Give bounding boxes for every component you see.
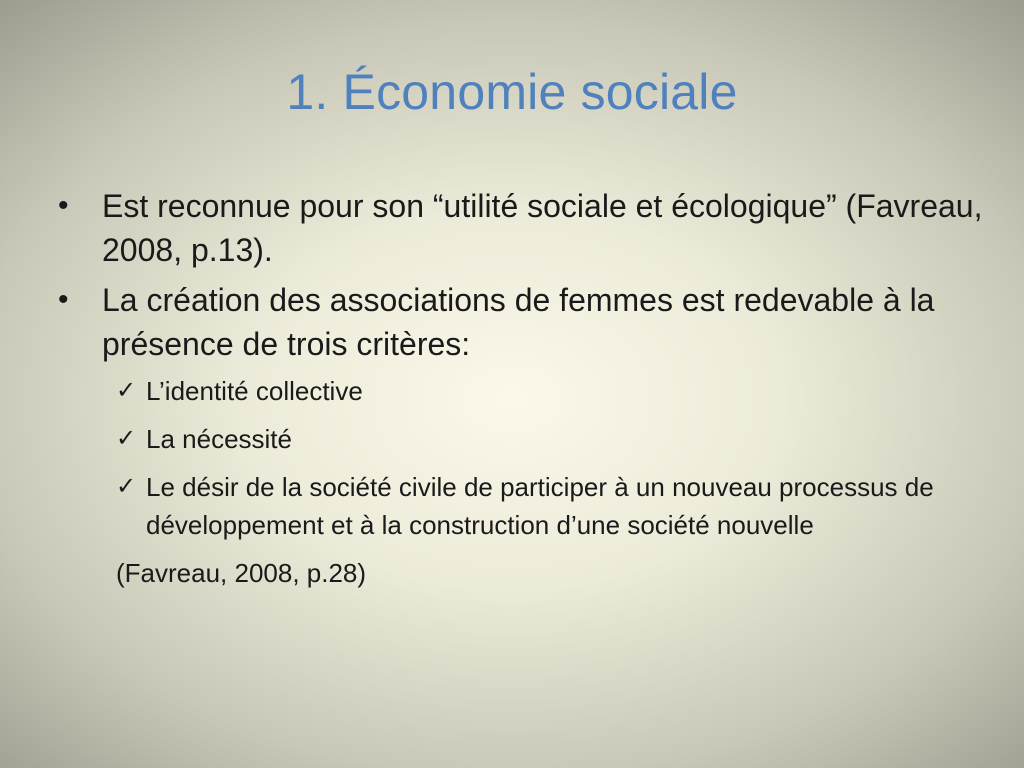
criteria-item — [116, 420, 988, 458]
bullet-icon: • — [58, 283, 69, 316]
citation: (Favreau, 2008, p.28) — [116, 558, 367, 588]
criteria-list — [116, 372, 988, 544]
bullet-text: Est reconnue pour son “utilité sociale et écologique” (Favreau, 2008, p.13). — [102, 188, 983, 268]
checkmark-icon: ✓ — [116, 425, 137, 452]
slide-title: 1. Économie sociale — [286, 64, 738, 120]
slide-content — [58, 184, 988, 592]
bullet-item — [58, 278, 988, 366]
bullet-item — [58, 184, 988, 272]
criteria-text: L’identité collective — [146, 376, 363, 406]
criteria-item — [116, 372, 988, 410]
bullet-text: La création des associations de femmes est redevable à la présence de trois critères: — [102, 282, 935, 362]
criteria-item — [116, 468, 988, 544]
checkmark-icon: ✓ — [116, 377, 137, 404]
checkmark-icon: ✓ — [116, 473, 137, 500]
criteria-text: Le désir de la société civile de participer à un nouveau processus de développement et à la construction d’une société nouvelle — [146, 472, 934, 540]
bullet-icon: • — [58, 189, 69, 222]
criteria-text: La nécessité — [146, 424, 292, 454]
